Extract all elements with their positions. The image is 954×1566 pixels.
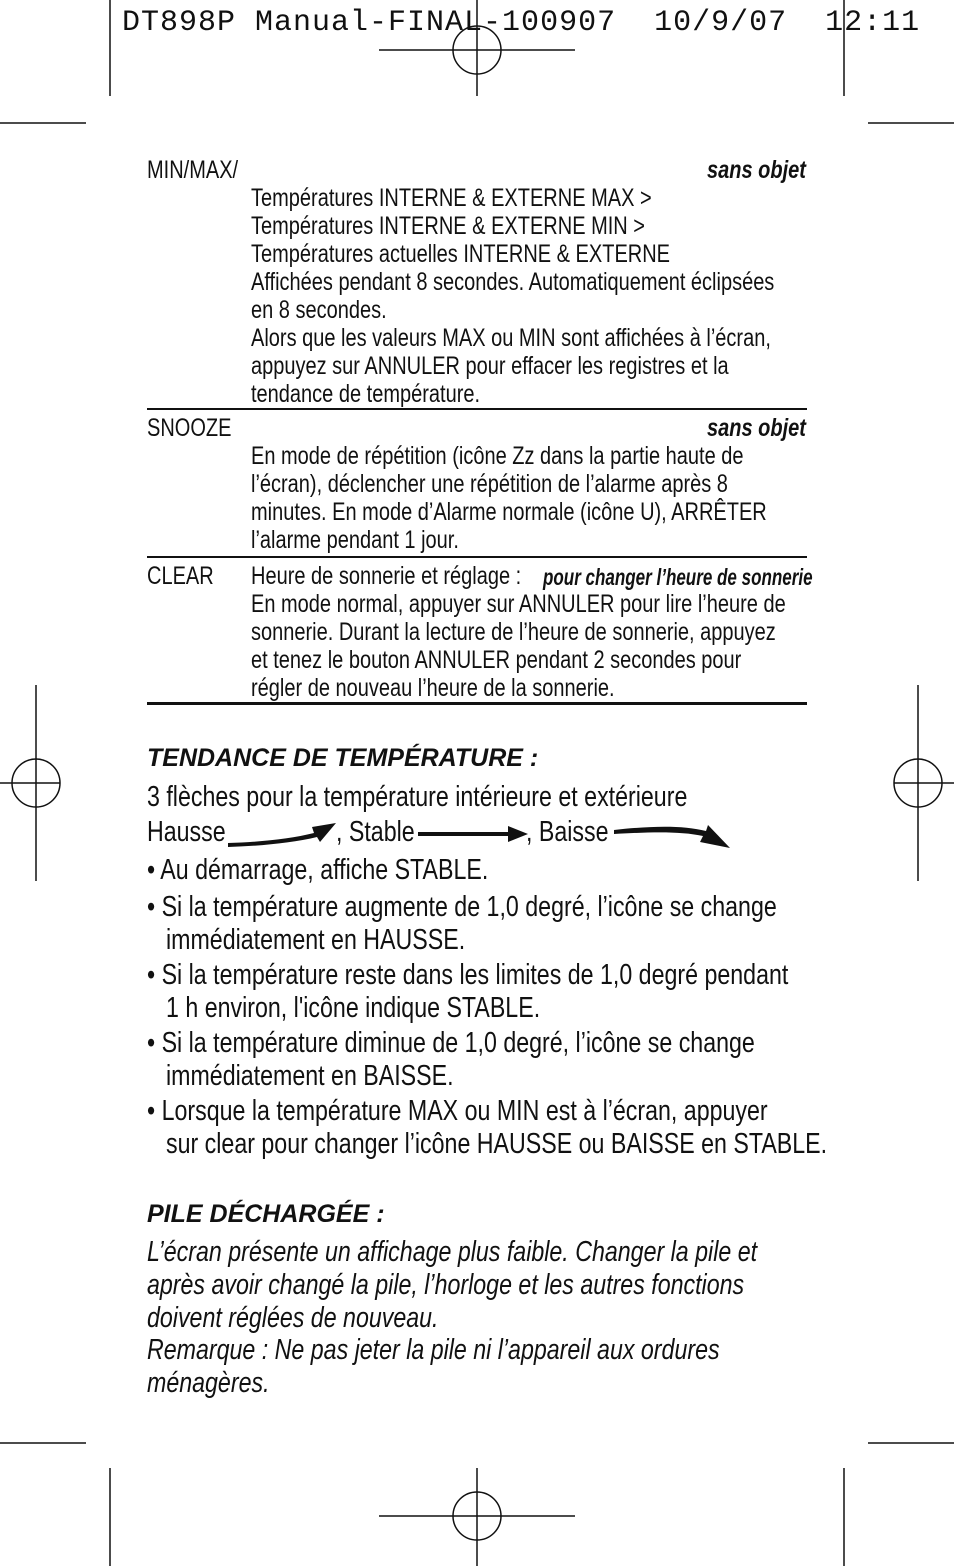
bullet-line: immédiatement en HAUSSE. [166, 924, 466, 956]
paragraph-line: ménagères. [147, 1367, 270, 1399]
body-line: en 8 secondes. [251, 296, 387, 324]
row-note-minmax: sans objet [707, 156, 806, 184]
arrow-rising-icon [228, 823, 336, 847]
body-line: En mode normal, appuyer sur ANNULER pour lire l’heure de [251, 590, 786, 618]
trend-label-stable: , Stable [336, 816, 415, 848]
section-heading-trend: TENDANCE DE TEMPÉRATURE : [147, 744, 539, 772]
registration-mark-icon [379, 1468, 575, 1566]
trend-bullet-list [147, 854, 574, 887]
paragraph-line: L’écran présente un affichage plus faible. Changer la pile et [147, 1236, 758, 1268]
bullet-line: • Si la température reste dans les limites de 1,0 degré pendant [147, 959, 789, 991]
body-line: l’alarme pendant 1 jour. [251, 526, 459, 554]
bullet-line: • Si la température augmente de 1,0 degré, l’icône se change [147, 891, 777, 923]
row-key-clear: CLEAR [147, 562, 214, 590]
row-note-snooze: sans objet [707, 414, 806, 442]
body-line: Températures INTERNE & EXTERNE MAX > [251, 184, 652, 212]
bullet-line: 1 h environ, l'icône indique STABLE. [166, 992, 541, 1024]
row-key-minmax: MIN/MAX/ [147, 156, 239, 184]
body-line: Températures INTERNE & EXTERNE MIN > [251, 212, 645, 240]
list-item [147, 1095, 954, 1161]
row-key-snooze: SNOOZE [147, 414, 232, 442]
registration-mark-icon [0, 685, 60, 881]
list-item: • Au démarrage, affiche STABLE. [147, 854, 489, 886]
body-line: Alors que les valeurs MAX ou MIN sont affichées à l’écran, [251, 324, 771, 352]
section-heading-battery: PILE DÉCHARGÉE : [147, 1200, 385, 1228]
bullet-line: immédiatement en BAISSE. [166, 1060, 454, 1092]
body-line: Affichées pendant 8 secondes. Automatiquement éclipsées [251, 268, 775, 296]
paragraph-line: après avoir changé la pile, l’horloge et les autres fonctions [147, 1269, 745, 1301]
list-item [147, 959, 949, 1025]
table-divider [147, 408, 807, 410]
bullet-line: • Si la température diminue de 1,0 degré, l’icône se change [147, 1027, 755, 1059]
body-line: et tenez le bouton ANNULER pendant 2 secondes pour [251, 646, 742, 674]
row-body-minmax [251, 184, 905, 408]
table-divider [147, 556, 807, 558]
trend-intro: 3 flèches pour la température intérieure et extérieure [147, 781, 688, 813]
row-first-line-clear: Heure de sonnerie et réglage : [251, 562, 522, 590]
arrow-stable-icon [418, 826, 528, 842]
row-body-clear [251, 590, 919, 702]
body-line: régler de nouveau l’heure de la sonnerie. [251, 674, 615, 702]
body-line: l’écran), déclencher une répétition de l’alarme après 8 [251, 470, 728, 498]
list-item [147, 1027, 907, 1093]
body-line: appuyez sur ANNULER pour effacer les registres et la [251, 352, 729, 380]
list-item [147, 891, 934, 957]
bullet-line: sur clear pour changer l’icône HAUSSE ou BAISSE en STABLE. [166, 1128, 828, 1160]
body-line: Températures actuelles INTERNE & EXTERNE [251, 240, 671, 268]
bullet-line: • Lorsque la température MAX ou MIN est à l’écran, appuyer [147, 1095, 768, 1127]
row-note-clear: pour changer l’heure de sonnerie [543, 564, 813, 590]
paragraph-line: Remarque : Ne pas jeter la pile ni l’appareil aux ordures [147, 1334, 720, 1366]
battery-remark [147, 1334, 863, 1400]
body-line: tendance de température. [251, 380, 481, 408]
body-line: sonnerie. Durant la lecture de l’heure de sonnerie, appuyez [251, 618, 776, 646]
print-slug-line: DT898P Manual-FINAL-100907 10/9/07 12:11 [122, 6, 921, 40]
paragraph-line: doivent réglées de nouveau. [147, 1302, 439, 1334]
body-line: En mode de répétition (icône Zz dans la partie haute de [251, 442, 744, 470]
arrow-falling-icon [614, 825, 730, 848]
trend-label-falling: , Baisse [526, 816, 609, 848]
battery-paragraph [147, 1236, 910, 1335]
table-bottom-rule [147, 702, 807, 705]
trend-label-rising: Hausse [147, 816, 226, 848]
row-body-snooze [251, 442, 896, 554]
registration-mark-icon [894, 685, 954, 881]
body-line: minutes. En mode d’Alarme normale (icône U), ARRÊTER [251, 498, 767, 526]
